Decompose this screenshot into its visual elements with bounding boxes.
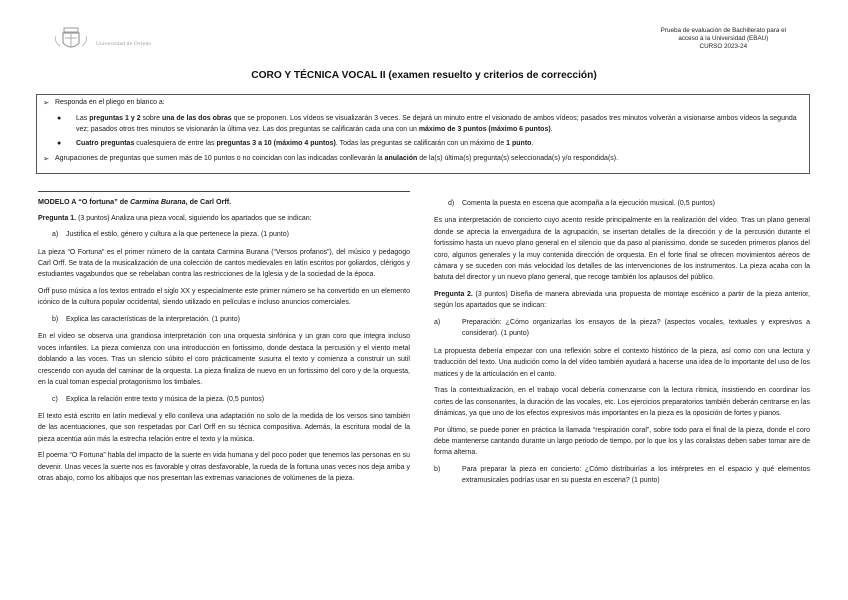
bullet-icon: ●: [57, 115, 62, 123]
model-heading: [38, 196, 410, 207]
subquestion-b: [434, 464, 810, 487]
instruction-bold: máximo de 3 puntos (máximo 6 puntos): [418, 125, 551, 133]
exam-header: [661, 27, 786, 50]
answer-paragraph: La propuesta debería empezar con una reflexión sobre el contexto histórico de la pieza, así como con una lectura y traducción del texto. Una audición como la del vídeo también ayudará a hacerse una idea de lo importante del uso de los matices y de la articulación en el canto.: [434, 347, 810, 378]
instruction-subitem: [43, 114, 803, 135]
instruction-text: .: [550, 125, 553, 133]
subquestion-c: [38, 394, 410, 405]
instruction-text: sobre: [140, 115, 162, 123]
right-column: [434, 195, 810, 493]
answer-paragraph: El texto está escrito en latín medieval y ello conlleva una adaptación no solo de la medida de los versos sino también de las acentuaciones, que son respetadas por Carl Orff en su técnica compositiva. Además, la escritura modal de la pieza acentúa aún más la estrecha relación entre el texto y la música.: [38, 413, 410, 443]
question-text: (3 puntos) Analiza una pieza vocal, siguiendo los apartados que se indican:: [76, 214, 312, 222]
subquestion-label: a): [434, 319, 441, 327]
model-heading-text: , de Carl Orff.: [185, 197, 232, 206]
university-crest-icon: [52, 26, 90, 52]
exam-header-line: Prueba de evaluación de Bachillerato para el: [660, 27, 786, 34]
arrow-bullet-icon: ➢: [43, 153, 50, 163]
instruction-text: Las: [76, 115, 90, 123]
answer-paragraph: Por último, se puede poner en práctica la llamada “respiración coral”, sobre todo para el final de la pieza, donde el coro debe mantenerse cantando durante un largo periodo de tiempo, por lo que los y las coralistas deben saber tomar aire de forma alterna.: [434, 426, 810, 457]
instruction-bold: preguntas 1 y 2: [89, 115, 141, 123]
subquestion-d: [434, 198, 810, 209]
answer-paragraph: La pieza “O Fortuna” es el primer número de la cantata Carmina Burana (“Versos profanos”), del músico y pedagogo Carl Orff. Se trata de la musicalización de una colección de cantos medievales en latín escritos por goliardos, clérigos y estudiantes vagabundos que se rebelaban contra las restricciones de la Iglesia y de la sociedad de la época.: [38, 248, 410, 279]
section-divider: [38, 191, 410, 192]
subquestion-a: [38, 229, 410, 240]
university-logo: [52, 26, 151, 52]
answer-paragraph: Es una interpretación de concierto cuyo acento reside principalmente en la realización del vídeo. Tras un plano general donde se aprecia la envergadura de la agrupación, se insertan detalles de la dirección y de la percusión durante el fortissimo hasta un nuevo plano general en el silencio que da paso al pianissimo, donde se suceden primeros planos del coro, algunos generales y la muy contenida dirección de orquesta. En el forte final se ofrecen movimientos aéreos de cámara y se suceden con más velocidad los detalles de las intervenciones de los instrumentos. La pieza acaba con la batuta del director y un nuevo plano general, que recoge también los aplausos del público.: [434, 217, 810, 282]
instruction-item: [43, 154, 803, 164]
answer-paragraph: Tras la contextualización, en el trabajo vocal debería comenzarse con la lectura rítmica, insistiendo en coordinar los cortes de las consonantes, la duración de las vocales, etc. Los ejercicios preparatorios también deberán centrarse en las dinámicas, ya que uno de los efectos expresivos más importantes en la pieza es la oposición de fortes y pianos.: [434, 387, 810, 418]
subquestion-label: c): [52, 395, 58, 403]
instruction-bold: preguntas 3 a 10 (máximo 4 puntos): [216, 140, 336, 148]
subquestion-b: [38, 314, 410, 325]
subquestion-text: Preparación: ¿Cómo organizarías los ensayos de la pieza? (aspectos vocales, textuales y expresivos a considerar). (1 punto): [462, 319, 810, 338]
model-heading-text: MODELO A “O fortuna” de: [38, 197, 131, 206]
subquestion-label: b): [434, 466, 441, 474]
instruction-text: .: [531, 140, 534, 148]
bullet-icon: ●: [57, 140, 62, 148]
exam-header-line: acceso a la Universidad (EBAU): [678, 34, 769, 42]
question-1: [38, 213, 410, 224]
subquestion-label: d): [448, 200, 455, 207]
question-2: [434, 289, 810, 312]
question-label: Pregunta 1.: [38, 214, 77, 222]
instruction-subitem: [43, 139, 803, 149]
answer-paragraph: En el vídeo se observa una grandiosa interpretación con una orquesta sinfónica y un gran coro que integra incluso voces infantiles. La pieza comienza con una introducción en fortissimo, donde destaca la percusión y el viento metal doblando a las voces. Tras un silencio súbito el coro prácticamente susurra el texto y comienza a construir un sutil crescendo con ayuda del caminar de la orquesta. La pieza finaliza de nuevo en un fortissimo del coro y de la orquesta, en la cual toman especial protagonismo los timbales.: [38, 333, 410, 387]
instruction-bold: anulación: [384, 154, 418, 162]
question-label: Pregunta 2.: [434, 291, 473, 299]
question-text: (3 puntos) Diseña de manera abreviada una propuesta de montaje escénico a partir de la pieza anterior, según los apartados que se indican:: [434, 291, 810, 310]
answer-paragraph: Orff puso música a los textos entrado el siglo XX y especialmente este primer número se ha convertido en un elemento icónico de la cultura popular occidental, siendo utilizado en películas e incluso anuncios comerciales.: [38, 288, 410, 307]
subquestion-text: Justifica el estilo, género y cultura a la que pertenece la pieza. (1 punto): [66, 231, 289, 239]
subquestion-a: [434, 317, 810, 340]
model-heading-work: Carmina Burana: [130, 197, 186, 206]
university-name: Universidad de Oviedo: [96, 41, 152, 47]
instruction-text: Responda en el pliego en blanco a:: [55, 99, 165, 106]
instruction-text: que se proponen. Los vídeos se visualizarán 3 veces. Se dejará un minuto entre el visionado de ambos vídeos; pasados tres minutos volverán a visionarse ambos vídeos la segunda vez; pasados otros tres minutos se visionarán la última vez. Las dos preguntas se calificarán cada una con un: [76, 115, 797, 133]
arrow-bullet-icon: ➢: [43, 98, 50, 107]
instruction-text: cualesquiera de entre las: [134, 140, 217, 148]
instruction-bold: Cuatro preguntas: [76, 140, 135, 148]
instruction-bold: 1 punto: [506, 140, 532, 148]
page-title: CORO Y TÉCNICA VOCAL II (examen resuelto y criterios de corrección): [251, 70, 597, 81]
subquestion-text: Comenta la puesta en escena que acompaña a la ejecución musical. (0,5 puntos): [462, 200, 715, 207]
left-column: [38, 196, 410, 490]
answer-paragraph: El poema “O Fortuna” habla del impacto de la suerte en vida humana y del poco poder que tenemos las personas en su devenir. Unas veces la suerte nos es favorable y otras desfavorable, la rueda de la fortuna unas veces nos deja arriba y otras abajo, como los altibajos que nos presentan las extremas variaciones de volúmenes de la pieza.: [38, 452, 410, 483]
instruction-bold: una de las dos obras: [162, 115, 232, 123]
instruction-text: . Todas las preguntas se calificarán con un máximo de: [335, 140, 507, 148]
exam-header-line: CURSO 2023-24: [699, 42, 748, 50]
instructions-box: [36, 94, 810, 174]
instruction-text: Agrupaciones de preguntas que sumen más de 10 puntos o no coincidan con las indicadas conllevarán la: [55, 154, 385, 162]
subquestion-text: Explica la relación entre texto y música de la pieza. (0,5 puntos): [66, 395, 265, 403]
instruction-item: [43, 98, 803, 108]
subquestion-label: a): [52, 231, 59, 239]
instruction-text: de la(s) última(s) pregunta(s) seleccionada(s) y/o respondida(s).: [417, 154, 619, 162]
subquestion-label: b): [52, 316, 59, 323]
subquestion-text: Explica las características de la interpretación. (1 punto): [66, 316, 240, 323]
subquestion-text: Para preparar la pieza en concierto: ¿Cómo distribuirías a los intérpretes en el espacio y qué elementos extramusicales podrías usar en su puesta en escena? (1 punto): [462, 466, 810, 485]
